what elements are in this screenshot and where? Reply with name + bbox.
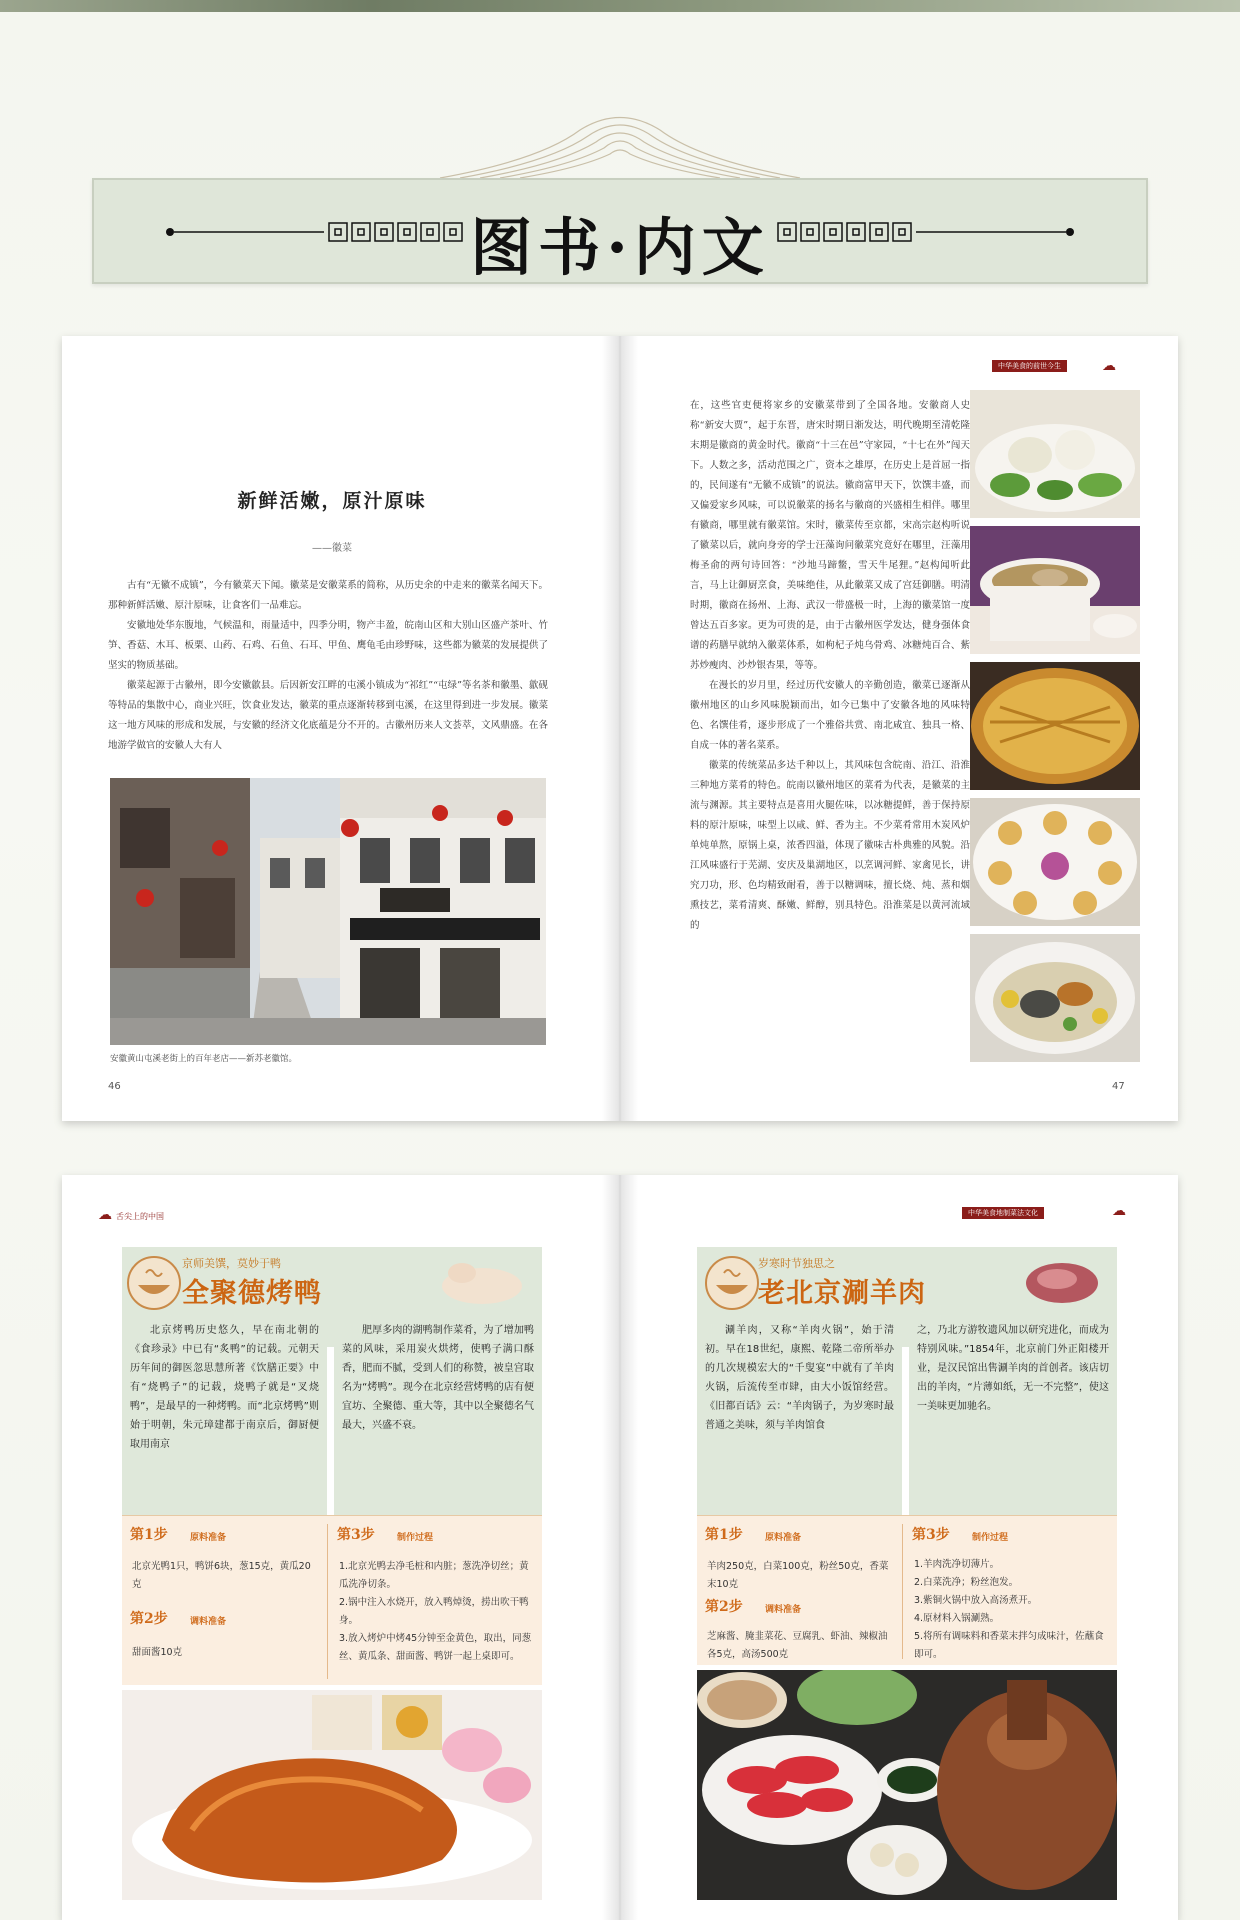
- step-1-text: 羊肉250克，白菜100克，粉丝50克，香菜末10克: [707, 1561, 889, 1590]
- book-spread-1: [62, 336, 1178, 1121]
- dish-photo-tartlets: [970, 798, 1140, 926]
- step-1-text: 北京光鸭1只，鸭饼6块，葱15克，黄瓜20克: [132, 1561, 311, 1590]
- step-2-text: 芝麻酱、腌韭菜花、豆腐乳、虾油、辣椒油各5克，高汤500克: [707, 1631, 888, 1660]
- step-3-label: 制作过程: [397, 1533, 434, 1543]
- dish-photo-tofu: [970, 662, 1140, 790]
- mountain-ornament: [420, 100, 820, 180]
- raw-duck-image: [432, 1251, 532, 1311]
- cloud-logo-icon: ☁: [1112, 1203, 1126, 1219]
- step-3-line: 1.羊肉洗净切薄片。: [914, 1559, 1000, 1570]
- paragraph: 在，这些官吏便将家乡的安徽菜带到了全国各地。安徽商人史称“新安大贾”，起于东晋，唐宋时期日渐发达，明代晚期至清乾隆末期是徽商的黄金时代。徽商“十三在邑”守家园，“十七在外”闯天下。人数之多，活动范围之广，资本之雄厚，在历史上是首屈一指的，民间遂有“无徽不成镇”的说法。徽商富甲天下，饮馔丰盛，而又偏爱家乡风味，可以说徽菜的扬名与徽商的兴盛相生相伴。哪里有徽商，哪里就有徽菜馆。宋时，徽菜传至京都，宋高宗赵构听说了徽菜以后，就向身旁的学士汪藻询问徽菜究竟好在哪里，汪藻用梅圣俞的两句诗回答：“沙地马蹄鳖，雪天牛尾狸。”赵构闻听此言，马上让御厨烹食，美味绝佳，从此徽菜又成了宫廷御膳。明清时期，徽商在扬州、上海、武汉一带盛极一时，上海的徽菜馆一度曾达五百多家。更为可贵的是，由于古徽州医学发达，健身强体食谱的药膳早就纳入徽菜体系，如枸杞子炖乌骨鸡、冰糖炖百合、紫苏炒瘦肉、沙炒银杏果，等等。: [690, 400, 970, 671]
- page-number-left: 46: [108, 1081, 121, 1092]
- step-1-label: 原料准备: [190, 1533, 227, 1543]
- book-gutter: [602, 1175, 638, 1920]
- running-head: 中华美食地制菜法文化: [962, 1207, 1044, 1219]
- step-2-label: 调料准备: [765, 1605, 802, 1615]
- recipe-intro-col1: 北京烤鸭历史悠久，早在南北朝的《食珍录》中已有“炙鸭”的记载。元朝天历年间的御医忽思慧所著《饮膳正要》中有“烧鸭子”的记载，烧鸭子就是“叉烧鸭”，是最早的一种烤鸭。而“北京烤鸭”则始于明朝，朱元璋建都于南京后，御厨便取用南京: [122, 1315, 327, 1515]
- hotpot-photo: [697, 1670, 1117, 1900]
- step-1-label: 原料准备: [765, 1533, 802, 1543]
- banner-title: 图书·内文: [470, 211, 770, 284]
- right-page-text: [690, 396, 970, 936]
- page-number-right: 47: [1112, 1081, 1125, 1092]
- step-2-text: 甜面酱10克: [132, 1647, 183, 1658]
- dish-photo-column: [970, 390, 1140, 1070]
- paragraph: 徽菜起源于古徽州，即今安徽歙县。后因新安江畔的屯溪小镇成为“祁红”“屯绿”等名茶和徽墨、歙砚等特品的集散中心，商业兴旺，饮食业发达，徽菜的重点逐渐转移到屯溪，在这里得到进一步发展。徽菜这一地方风味的形成和发展，与安徽的经济文化底蕴是分不开的。古徽州历来人文荟萃，文风鼎盛。在各地游学做官的安徽人大有人: [108, 680, 548, 751]
- step-3-list: [339, 1558, 534, 1666]
- step-3-line: 2.锅中注入水烧开，放入鸭焯烫，捞出吹干鸭身。: [339, 1597, 529, 1626]
- book-gutter: [602, 336, 638, 1121]
- step-3-list: [914, 1556, 1109, 1664]
- step-3-line: 3.紫铜火锅中放入高汤煮开。: [914, 1595, 1038, 1606]
- step-3-line: 3.放入烤炉中烤45分钟至金黄色，取出，同葱丝、黄瓜条、甜面酱、鸭饼一起上桌即可。: [339, 1633, 532, 1662]
- step-2-label: 调料准备: [190, 1617, 227, 1627]
- step-3-line: 1.北京光鸭去净毛桩和内脏；葱洗净切丝；黄瓜洗净切条。: [339, 1561, 529, 1590]
- dish-photo-soup: [970, 526, 1140, 654]
- paragraph: 古有“无徽不成镇”，今有徽菜天下闻。徽菜是安徽菜系的简称，从历史余的中走来的徽菜名闻天下。那种新鲜活嫩、原汁原味，让食客们一品难忘。: [108, 580, 548, 611]
- paragraph: 徽菜的传统菜品多达千种以上，其风味包含皖南、沿江、沿淮三种地方菜肴的特色。皖南以徽州地区的菜肴为代表，是徽菜的主流与渊源。其主要特点是喜用火腿佐味，以冰糖提鲜，善于保持原料的原汁原味，味型上以咸、鲜、香为主。不少菜肴常用木炭风炉单炖单熬，原锅上桌，浓香四溢，体现了徽味古朴典雅的风貌。沿江风味盛行于芜湖、安庆及巢湖地区，以烹调河鲜、家禽见长，讲究刀功，形、色均精致耐看，善于以糖调味，擅长烧、炖、蒸和烟熏技艺，菜肴清爽、酥嫩、鲜醇，别具特色。沿淮菜是以黄河流域的: [690, 760, 970, 931]
- step-3-label: 制作过程: [972, 1533, 1009, 1543]
- recipe-subtitle: 京师美馔，莫妙于鸭: [182, 1257, 281, 1270]
- bowl-emblem-icon: [124, 1253, 184, 1313]
- top-photo-strip: [0, 0, 1240, 12]
- cloud-logo-icon: ☁: [1102, 358, 1116, 374]
- running-head: 中华美食的前世今生: [992, 360, 1067, 372]
- raw-lamb-image: [1017, 1251, 1107, 1311]
- step-3-line: 5.将所有调味料和香菜末拌匀成味汁，佐蘸食即可。: [914, 1631, 1104, 1660]
- step-3-badge: 第3步: [912, 1527, 950, 1543]
- chapter-subtitle: ——徽菜: [312, 543, 352, 554]
- section-banner: [92, 178, 1148, 284]
- chapter-title: 新鲜活嫩，原汁原味: [237, 490, 427, 512]
- bowl-emblem-icon: [702, 1253, 762, 1313]
- step-divider: [327, 1524, 328, 1679]
- recipe-intro-col2: 肥厚多肉的湖鸭制作菜肴，为了增加鸭菜的风味，采用炭火烘烤，使鸭子满口酥香，肥而不腻，受到人们的称赞，被皇宫取名为“烤鸭”。现今在北京经营烤鸭的店有便宜坊、全聚德、重大等，其中以全聚德名气最大，兴盛不衰。: [334, 1315, 542, 1515]
- step-3-line: 4.原材料入锅涮熟。: [914, 1613, 1000, 1624]
- step-divider: [902, 1524, 903, 1659]
- step-3-line: 2.白菜洗净；粉丝泡发。: [914, 1577, 1019, 1588]
- dish-photo-stew: [970, 934, 1140, 1062]
- photo-caption: 安徽黄山屯溪老街上的百年老店——新苏老徽馆。: [110, 1054, 298, 1064]
- old-street-photo: [110, 778, 546, 1045]
- step-1-badge: 第1步: [130, 1527, 168, 1543]
- dish-photo-vegetables: [970, 390, 1140, 518]
- step-2-badge: 第2步: [705, 1599, 743, 1615]
- cloud-logo-icon: ☁: [98, 1207, 112, 1223]
- step-3-badge: 第3步: [337, 1527, 375, 1543]
- recipe-intro-col1: 涮羊肉，又称“羊肉火锅”，始于清初。早在18世纪，康熙、乾隆二帝所举办的几次规模宏大的“千叟宴”中就有了羊肉火锅，后流传至市肆，由大小饭馆经营。《旧都百话》云：“羊肉锅子，为岁寒时最普通之美味，须与羊肉馆食: [697, 1315, 902, 1515]
- recipe-steps: [122, 1515, 542, 1685]
- recipe-steps: [697, 1515, 1117, 1665]
- step-2-badge: 第2步: [130, 1611, 168, 1627]
- paragraph: 安徽地处华东腹地，气候温和，雨量适中，四季分明，物产丰盈，皖南山区和大别山区盛产茶叶、竹笋、香菇、木耳、板栗、山药、石鸡、石鱼、石耳、甲鱼、鹰龟毛由珍野味，这些都为徽菜的发展提供了坚实的物质基础。: [108, 620, 548, 671]
- paragraph: 在漫长的岁月里，经过历代安徽人的辛勤创造，徽菜已逐渐从徽州地区的山乡风味脱颖而出，如今已集中了安徽各地的风味特色、名馔佳肴，逐步形成了一个雅俗共赏、南北咸宜、独具一格、自成一体的著名菜系。: [690, 680, 970, 751]
- recipe-intro-col2: 之，乃北方游牧遗风加以研究进化，而成为特别风味。”1854年，北京前门外正阳楼开业，是汉民馆出售涮羊肉的首创者。该店切出的羊肉，“片薄如纸，无一不完整”，使这一美味更加驰名。: [909, 1315, 1117, 1515]
- fret-ornament-right: [746, 220, 1076, 244]
- roast-duck-photo: [122, 1690, 542, 1900]
- recipe-subtitle: 岁寒时节独思之: [758, 1257, 835, 1270]
- book-spread-2: [62, 1175, 1178, 1920]
- running-head: 舌尖上的中国: [116, 1212, 164, 1221]
- left-page-text: [108, 576, 548, 756]
- step-1-badge: 第1步: [705, 1527, 743, 1543]
- recipe-title: 老北京涮羊肉: [758, 1278, 926, 1309]
- recipe-title: 全聚德烤鸭: [182, 1278, 322, 1309]
